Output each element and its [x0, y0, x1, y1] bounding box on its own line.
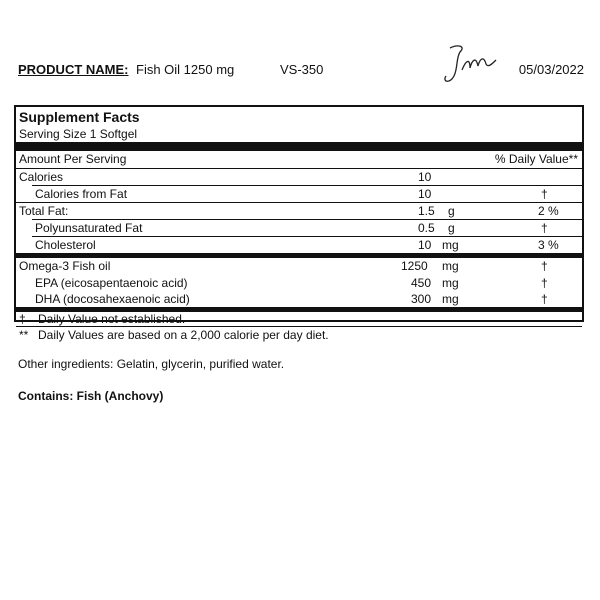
- daily-value-header: % Daily Value**: [494, 152, 578, 166]
- nutrient-label: Cholesterol: [35, 238, 96, 252]
- nutrient-unit: mg: [442, 292, 459, 306]
- nutrient-label: Calories: [19, 170, 64, 184]
- nutrient-unit: g: [448, 221, 455, 235]
- footnote-mark: **: [19, 328, 29, 342]
- nutrient-unit: mg: [442, 259, 459, 273]
- amount-header-row: [16, 151, 582, 167]
- nutrient-label: EPA (eicosapentaenoic acid): [35, 276, 188, 290]
- product-header: [18, 62, 584, 82]
- nutrient-amount: 450: [411, 276, 432, 290]
- product-code: VS-350: [280, 62, 324, 77]
- nutrient-dv: †: [541, 259, 548, 273]
- nutrient-dv: 3 %: [538, 238, 559, 252]
- nutrient-dv: †: [541, 187, 548, 201]
- footnote-dagger: [16, 311, 582, 327]
- nutrient-label: Omega-3 Fish oil: [19, 259, 111, 273]
- footnote-text: Daily Value not established.: [38, 312, 186, 326]
- facts-row-epa: [16, 275, 582, 291]
- nutrient-dv: †: [541, 276, 548, 290]
- nutrient-amount: 10: [418, 238, 432, 252]
- footnote-double-star: [16, 327, 582, 343]
- facts-row-cholesterol: [16, 237, 582, 253]
- nutrient-amount: 10: [418, 170, 432, 184]
- facts-row-total-fat: [16, 203, 582, 219]
- nutrient-label: Total Fat:: [19, 204, 69, 218]
- facts-title: Supplement Facts: [19, 109, 140, 125]
- thick-divider: [16, 142, 582, 151]
- serving-size: Serving Size 1 Softgel: [19, 127, 138, 141]
- nutrient-unit: mg: [442, 276, 459, 290]
- facts-row-calories: [16, 169, 582, 185]
- other-ingredients: Other ingredients: Gelatin, glycerin, purified water.: [18, 357, 285, 371]
- facts-row-omega3: [16, 258, 582, 274]
- nutrient-label: Calories from Fat: [35, 187, 128, 201]
- nutrient-amount: 10: [418, 187, 432, 201]
- signature-initials: [440, 42, 504, 86]
- nutrient-dv: †: [541, 221, 548, 235]
- nutrient-label: Polyunsaturated Fat: [35, 221, 143, 235]
- nutrient-unit: mg: [442, 238, 459, 252]
- nutrient-dv: 2 %: [538, 204, 559, 218]
- product-name-label: PRODUCT NAME:: [18, 62, 129, 77]
- nutrient-label: DHA (docosahexaenoic acid): [35, 292, 190, 306]
- facts-row-polyunsaturated-fat: [16, 220, 582, 236]
- footnote-text: Daily Values are based on a 2,000 calorie per day diet.: [38, 328, 329, 342]
- product-name: Fish Oil 1250 mg: [136, 62, 235, 77]
- facts-row-dha: [16, 291, 582, 307]
- allergen-statement: Contains: Fish (Anchovy): [18, 389, 164, 403]
- nutrient-amount: 300: [411, 292, 432, 306]
- nutrient-unit: g: [448, 204, 455, 218]
- supplement-facts-panel: [14, 105, 584, 342]
- nutrient-amount: 0.5: [418, 221, 435, 235]
- nutrient-dv: †: [541, 292, 548, 306]
- nutrient-amount: 1250: [401, 259, 428, 273]
- nutrient-amount: 1.5: [418, 204, 435, 218]
- date: 05/03/2022: [518, 62, 584, 77]
- footnote-mark: †: [19, 312, 26, 326]
- amount-per-serving-label: Amount Per Serving: [19, 152, 127, 166]
- facts-row-calories-from-fat: [16, 186, 582, 202]
